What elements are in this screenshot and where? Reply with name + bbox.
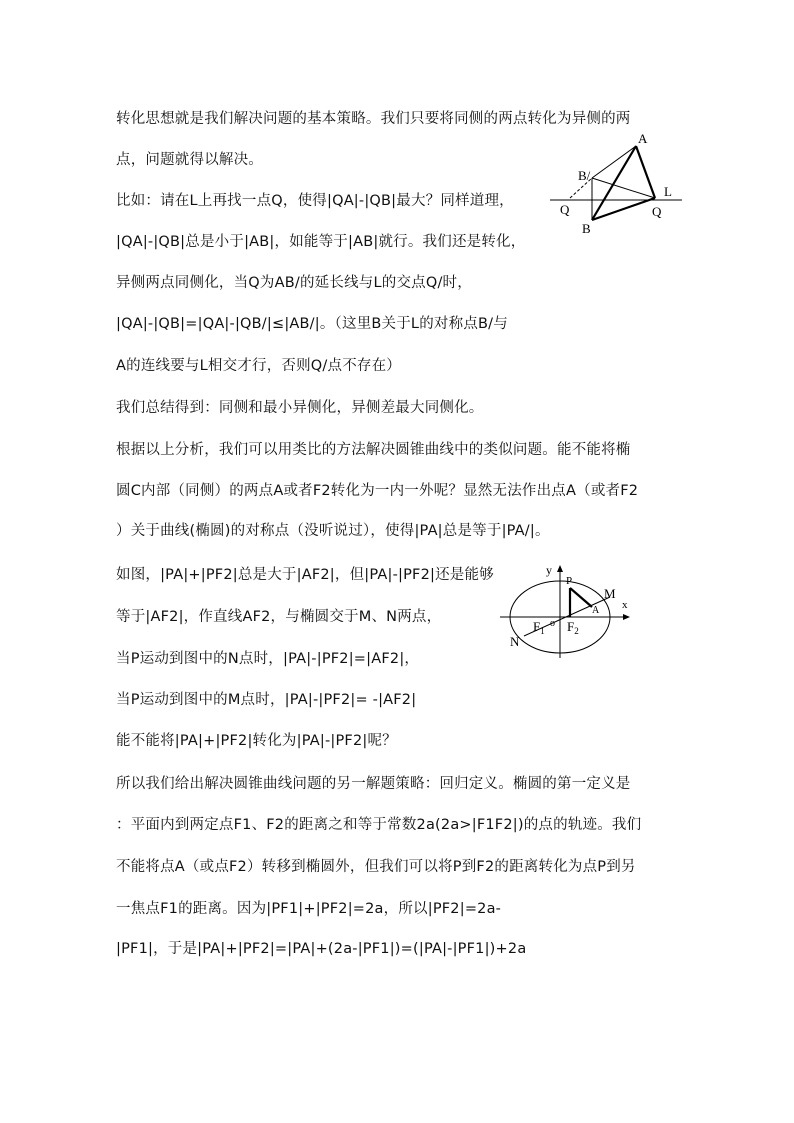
label-q-right: Q (652, 204, 662, 219)
text-line: 如图，|PA|+|PF2|总是大于|AF2|，但|PA|-|PF2|还是能够 (116, 567, 494, 583)
text-line: |QA|-|QB|总是小于|AB|，如能等于|AB|就行。我们还是转化， (116, 234, 526, 250)
label-f2: $F_2$ (567, 619, 579, 636)
segment-b-prime-q (592, 178, 655, 198)
text-line: 根据以上分析，我们可以用类比的方法解决圆锥曲线中的类似问题。能不能将椭 (116, 442, 631, 458)
text-line: 异侧两点同侧化，当Q为AB/的延长线与L的交点Q/时， (116, 275, 472, 291)
label-a: A (592, 605, 600, 616)
x-axis-arrow (623, 614, 630, 620)
text-line: 等于|AF2|，作直线AF2，与椭圆交于M、N两点， (116, 609, 442, 625)
text-line: ：平面内到两定点F1、F2的距离之和等于常数2a(2a>|F1F2|)的点的轨迹。我们 (116, 817, 642, 833)
segment-b-q (592, 198, 655, 220)
text-line: 不能将点A（或点F2）转移到椭圆外，但我们可以将P到F2的距离转化为点P到另 (116, 859, 636, 875)
text-line: 所以我们给出解决圆锥曲线问题的另一解题策略：回归定义。椭圆的第一定义是 (116, 776, 631, 792)
text-line: 我们总结得到：同侧和最小异侧化，异侧差最大同侧化。 (116, 400, 484, 416)
segment-a-q (636, 146, 655, 198)
text-line: 当P运动到图中的M点时，|PA|-|PF2|= -|AF2| (116, 692, 417, 708)
text-line: 当P运动到图中的N点时，|PA|-|PF2|=|AF2|， (116, 651, 420, 667)
label-x: x (622, 599, 628, 611)
figure-ellipse-diagram (500, 560, 650, 660)
text-line: A的连线要与L相交才行，否则Q/点不存在） (116, 358, 401, 374)
segment-p-a (570, 588, 592, 607)
text-line: 能不能将|PA|+|PF2|转化为|PA|-|PF2|呢？ (116, 733, 397, 749)
figure-reflection-diagram (540, 130, 690, 240)
label-m: M (604, 586, 616, 601)
text-line: |QA|-|QB|=|QA|-|QB/|≤|AB/|。（这里B关于L的对称点B/与 (116, 316, 508, 332)
label-n: N (510, 634, 520, 649)
label-y: y (546, 563, 552, 577)
text-line: 转化思想就是我们解决问题的基本策略。我们只要将同侧的两点转化为异侧的两 (116, 111, 631, 127)
label-b-prime: B/ (578, 168, 591, 183)
label-p: P (566, 575, 573, 587)
text-line: |PF1|，于是|PA|+|PF2|=|PA|+(2a-|PF1|)=(|PA|-|PF1|)+2a (116, 941, 527, 957)
segment-b-a (592, 146, 636, 220)
label-b: B (582, 221, 591, 236)
text-line: 一焦点F1的距离。因为|PF1|+|PF2|=2a，所以|PF2|=2a- (116, 901, 502, 917)
label-a: A (638, 131, 648, 146)
label-o: o (550, 618, 555, 629)
text-line: 点，问题就得以解决。 (116, 152, 263, 168)
y-axis-arrow (557, 565, 563, 572)
text-line: ）关于曲线(椭圆)的对称点（没听说过），使得|PA|总是等于|PA/|。 (116, 523, 550, 539)
segment-b-prime-a (592, 146, 636, 178)
text-line: 圆C内部（同侧）的两点A或者F2转化为一内一外呢？显然无法作出点A（或者F2 (116, 483, 639, 499)
label-l: L (664, 184, 672, 199)
text-line: 比如：请在L上再找一点Q，使得|QA|-|QB|最大？同样道理， (116, 193, 514, 209)
label-f1: $F_1$ (533, 619, 545, 636)
label-q-left: Q (560, 202, 570, 217)
